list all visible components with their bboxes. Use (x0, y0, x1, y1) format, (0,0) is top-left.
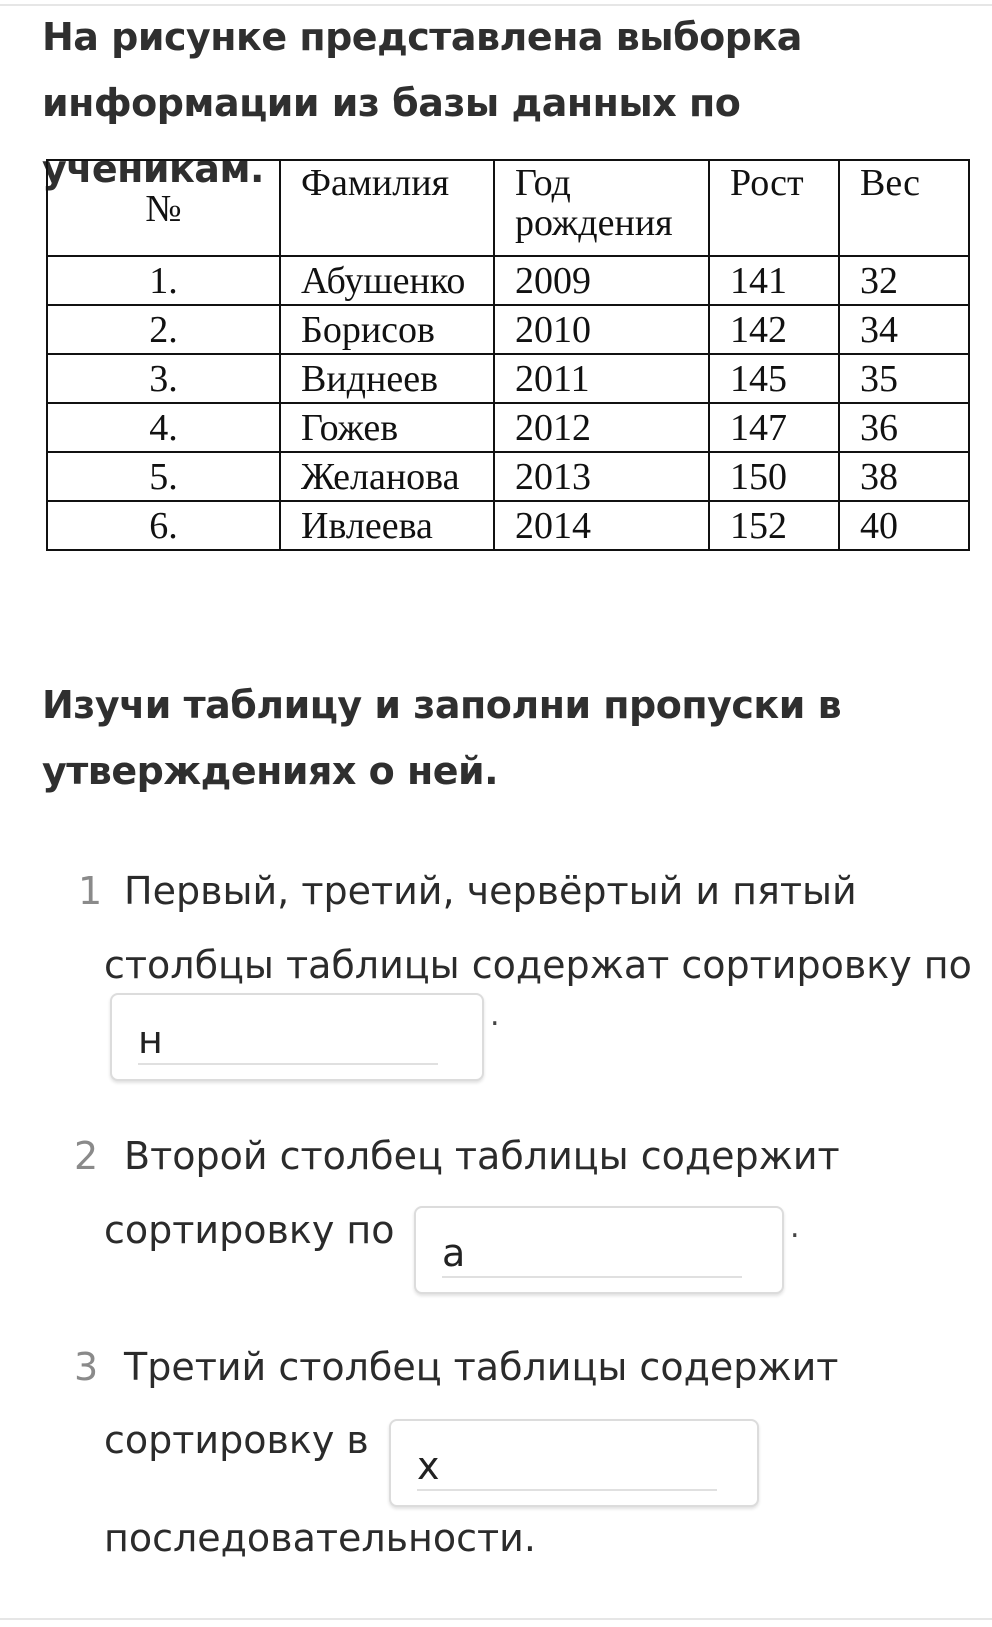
students-table (46, 159, 970, 551)
answer-input-2[interactable] (442, 1230, 742, 1278)
cell-number: 5. (47, 452, 280, 501)
cell-surname: Борисов (280, 305, 494, 354)
answer-box-3 (389, 1419, 759, 1507)
cell-birth-year: 2013 (494, 452, 709, 501)
header-birth-year (494, 160, 709, 256)
question-text-line-2: сортировку по (104, 1208, 395, 1252)
question-text-line-2: сортировку в (104, 1418, 369, 1462)
table-row (47, 452, 969, 501)
header-weight: Вес (839, 160, 969, 256)
answer-box-2 (414, 1206, 784, 1294)
cell-weight: 35 (839, 354, 969, 403)
cell-surname: Виднеев (280, 354, 494, 403)
task-title-line-2: информации из базы данных по ученикам. (42, 81, 741, 191)
cell-weight: 32 (839, 256, 969, 305)
table-row (47, 256, 969, 305)
cell-weight: 36 (839, 403, 969, 452)
cell-birth-year: 2010 (494, 305, 709, 354)
cell-number: 3. (47, 354, 280, 403)
table-row (47, 305, 969, 354)
question-text-line-3: последовательности. (104, 1516, 536, 1560)
instruction-line-1: Изучи таблицу и заполни пропуски в (42, 683, 842, 727)
cell-weight: 34 (839, 305, 969, 354)
cell-birth-year: 2011 (494, 354, 709, 403)
cell-birth-year: 2012 (494, 403, 709, 452)
question-text-line-1: Первый, третий, червёртый и пятый (124, 869, 857, 913)
cell-surname: Гожев (280, 403, 494, 452)
cell-weight: 40 (839, 501, 969, 550)
cell-weight: 38 (839, 452, 969, 501)
cell-height: 150 (709, 452, 839, 501)
question-number: 3 (74, 1345, 99, 1389)
cell-surname: Абушенко (280, 256, 494, 305)
table-row (47, 501, 969, 550)
cell-number: 2. (47, 305, 280, 354)
cell-number: 6. (47, 501, 280, 550)
header-number: № (47, 160, 280, 256)
instruction-heading (42, 672, 972, 804)
cell-surname: Желанова (280, 452, 494, 501)
question-period: . (790, 1210, 800, 1245)
answer-input-1[interactable] (138, 1017, 438, 1065)
cell-height: 147 (709, 403, 839, 452)
table-header-row (47, 160, 969, 256)
instruction-line-2: утверждениях о ней. (42, 749, 499, 793)
question-text-line-1: Третий столбец таблицы содержит (124, 1345, 839, 1389)
question-text-line-1: Второй столбец таблицы содержит (124, 1134, 840, 1178)
cell-height: 152 (709, 501, 839, 550)
header-height: Рост (709, 160, 839, 256)
question-number: 1 (78, 869, 103, 913)
answer-box-1 (110, 993, 484, 1081)
bottom-divider (0, 1618, 992, 1620)
task-title-line-1: На рисунке представлена выборка (42, 15, 802, 59)
cell-height: 145 (709, 354, 839, 403)
header-birth-year-line-2: рождения (515, 202, 673, 244)
header-birth-year-line-1: Год (515, 162, 571, 204)
cell-surname: Ивлеева (280, 501, 494, 550)
question-text-line-2: столбцы таблицы содержат сортировку по (104, 943, 972, 987)
answer-input-3[interactable] (417, 1443, 717, 1491)
cell-number: 4. (47, 403, 280, 452)
table-row (47, 354, 969, 403)
cell-birth-year: 2009 (494, 256, 709, 305)
cell-number: 1. (47, 256, 280, 305)
question-period: . (490, 998, 500, 1033)
question-number: 2 (74, 1134, 99, 1178)
table-row (47, 403, 969, 452)
cell-birth-year: 2014 (494, 501, 709, 550)
cell-height: 142 (709, 305, 839, 354)
cell-height: 141 (709, 256, 839, 305)
header-surname: Фамилия (280, 160, 494, 256)
